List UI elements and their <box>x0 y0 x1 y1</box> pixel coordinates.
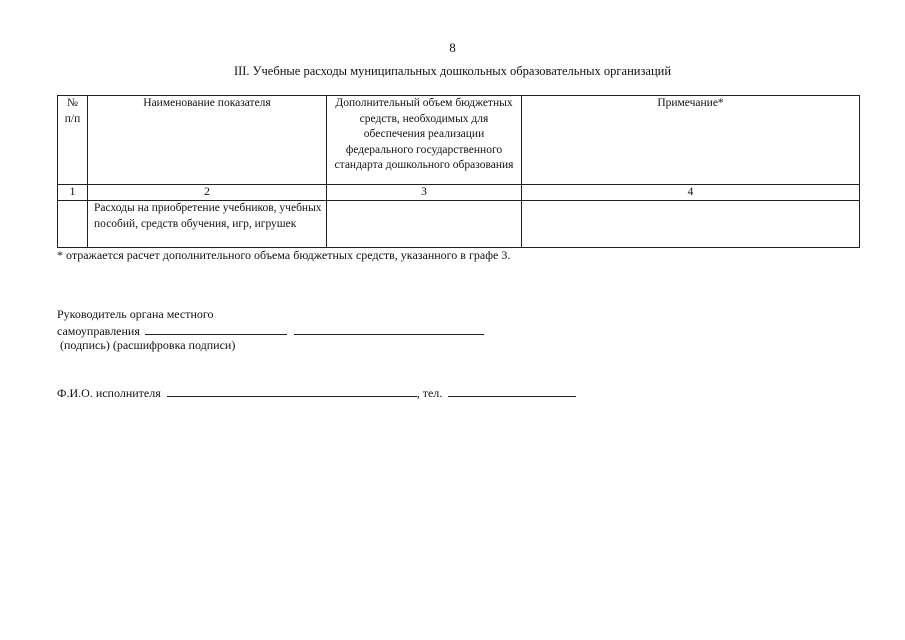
executor-name-blank <box>167 384 417 397</box>
head-signature-row <box>57 322 484 339</box>
head-label-line1: Руководитель органа местного <box>57 307 214 321</box>
header-indicator-name: Наименование показателя <box>88 96 327 185</box>
signature-blank <box>145 322 287 335</box>
header-num: № п/п <box>58 96 88 185</box>
document-title: III. Учебные расходы муниципальных дошкольных образовательных организаций <box>233 64 672 78</box>
row-additional-budget-cell <box>327 201 522 248</box>
row-note-cell <box>522 201 860 248</box>
row-num-cell <box>58 201 88 248</box>
row-name-cell: Расходы на приобретение учебников, учебных пособий, средств обучения, игр, игрушек <box>88 201 327 248</box>
head-label-line2: самоуправления <box>57 324 140 338</box>
table-header-row <box>58 96 860 185</box>
executor-label: Ф.И.О. исполнителя <box>57 386 161 400</box>
executor-row <box>57 384 576 401</box>
column-number: 3 <box>327 185 522 201</box>
column-number: 1 <box>58 185 88 201</box>
page-number: 8 <box>449 40 456 55</box>
column-number: 4 <box>522 185 860 201</box>
phone-blank <box>448 384 576 397</box>
signature-decode-blank <box>294 322 484 335</box>
header-note: Примечание* <box>522 96 860 185</box>
column-number: 2 <box>88 185 327 201</box>
expenses-table <box>57 95 860 248</box>
signature-caption: (подпись) (расшифровка подписи) <box>60 338 236 352</box>
table-row <box>58 201 860 248</box>
header-additional-budget: Дополнительный объем бюджетных средств, необходимых для обеспечения реализации федерального государственного стандарта дошкольного образования <box>327 96 522 185</box>
footnote: * отражается расчет дополнительного объема бюджетных средств, указанного в графе 3. <box>57 248 511 262</box>
column-number-row <box>58 185 860 201</box>
phone-label: , тел. <box>416 386 443 400</box>
